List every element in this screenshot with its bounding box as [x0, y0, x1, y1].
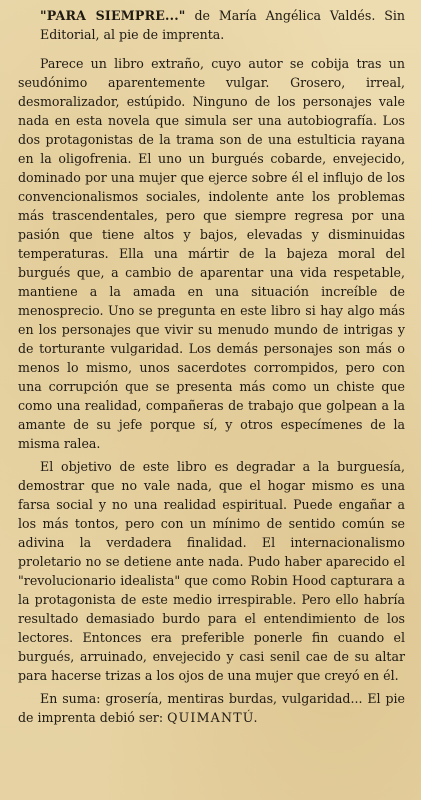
closing-lead: En suma: grosería, mentiras burdas, vulgaridad... El pie de imprenta debió ser: [18, 691, 405, 725]
book-title: "PARA SIEMPRE..." [40, 8, 186, 23]
review-headline [18, 6, 405, 44]
closing-publisher: QUIMANTÚ. [167, 710, 259, 725]
review-closing [18, 689, 405, 727]
review-paragraph-2: El objetivo de este libro es degradar a la burguesía, demostrar que no vale nada, que el hogar mismo es una farsa social y no una realidad espiritual. Puede engañar a los más tontos, pero con un mínimo de sentido común se adivina la verdadera finalidad. El internacionalismo proletario no se detiene ante nada. Pudo haber aparecido el "revolucionario idealista" que como Robin Hood capturara a la protagonista de este medio irrespirable. Pero ello habría resultado demasiado burdo para el entendimiento de los lectores. Entonces era preferible ponerle fin cuando el burgués, arruinado, envejecido y casi senil cae de su altar para hacerse trizas a los ojos de una mujer que creyó en él. [18, 459, 405, 683]
book-byline: de María Angélica Valdés. Sin Editorial, al pie de imprenta. [40, 8, 405, 42]
review-paragraph-1: Parece un libro extraño, cuyo autor se cobija tras un seudónimo aparentemente vulgar. Grosero, irreal, desmoralizador, estúpido. Ninguno de los personajes vale nada en esta novela que simula ser una autobiografía. Los dos protagonistas de la trama son de una estulticia rayana en la oligofrenia. El uno un burgués cobarde, envejecido, dominado por una mujer que ejerce sobre él el influjo de los convencionalismos sociales, indolente ante los problemas más trascendentales, pero que siempre regresa por una pasión que tiene altos y bajos, elevadas y disminuidas temperaturas. Ella una mártir de la bajeza moral del burgués que, a cambio de aparentar una vida respetable, mantiene a la amada en una situación increíble de menosprecio. Uno se pregunta en este libro si hay algo más en los personajes que vivir su menudo mundo de intrigas y de torturante vulgaridad. Los demás personajes son más o menos lo mismo, unos sacerdotes corrompidos, pero con una corrupción que se presenta más como un chiste que como una realidad, compañeras de trabajo que golpean a la amante de su jefe porque sí, y otros especímenes de la misma ralea. [18, 56, 405, 451]
